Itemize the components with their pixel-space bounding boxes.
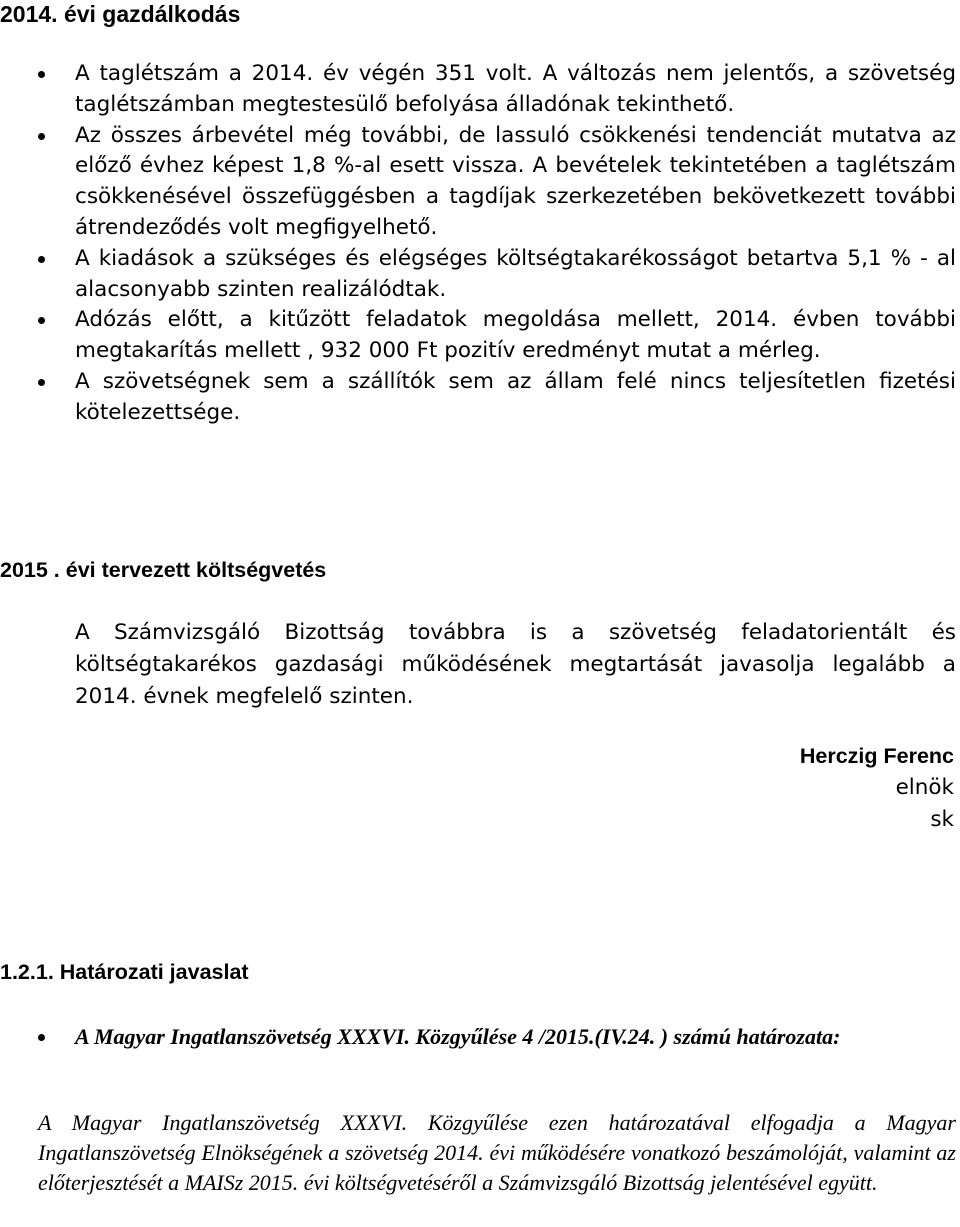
list-item — [0, 59, 956, 121]
section-heading-resolution-proposal: 1.2.1. Határozati javaslat — [0, 960, 249, 984]
bullet-text: A szövetségnek sem a szállítók sem az állam felé nincs teljesítetlen fizetési kötelezettsége. — [75, 368, 956, 425]
list-item — [0, 244, 956, 306]
section-heading-2015-budget: 2015 . évi tervezett költségvetés — [0, 558, 327, 582]
bullet-icon — [38, 379, 45, 386]
signature-title: elnök — [895, 775, 954, 800]
bullet-text: A taglétszám a 2014. év végén 351 volt. A változás nem jelentős, a szövetség taglétszámban megtestesülő befolyása álladónak tekinthető. — [75, 61, 956, 117]
bullet-icon — [38, 1034, 45, 1041]
bullet-text: A kiadások a szükséges és elégséges költségtakarékosságot betartva 5,1 % - al alacsonyabb szinten realizálódtak. — [75, 245, 956, 302]
bullet-text: Adózás előtt, a kitűzött feladatok megoldása mellett, 2014. évben további megtakarítás mellett , 932 000 Ft pozitív eredményt mutat a mérleg. — [75, 307, 956, 364]
signature-mark: sk — [930, 807, 954, 832]
resolution-title — [0, 1022, 956, 1052]
list-item — [0, 367, 956, 429]
section-heading-2014-management: 2014. évi gazdálkodás — [0, 1, 241, 27]
resolution-title-text: A Magyar Ingatlanszövetség XXXVI. Közgyűlése 4 /2015.(IV.24. ) számú határozata: — [75, 1024, 841, 1049]
bullet-text: Az összes árbevétel még további, de lassuló csökkenési tendenciát mutatva az előző évhez képest 1,8 %-al esett vissza. A bevételek tekintetében a taglétszám csökkenésével összefüggésben a tagdíjak szerkezetében bekövetkezett további átrendeződés volt megfigyelhető. — [75, 122, 956, 240]
bullet-icon — [38, 71, 45, 78]
signature-name: Herczig Ferenc — [799, 744, 954, 768]
management-bullet-list — [0, 59, 956, 429]
bullet-icon — [38, 256, 45, 263]
bullet-icon — [38, 133, 45, 140]
budget-paragraph: A Számvizsgáló Bizottság továbbra is a szövetség feladatorientált és költségtakarékos gazdasági működésének megtartását javasolja legalább a 2014. évnek megfelelő szinten. — [75, 620, 956, 709]
list-item — [0, 305, 956, 367]
resolution-body: A Magyar Ingatlanszövetség XXXVI. Közgyűlése ezen határozatával elfogadja a Magyar Ingatlanszövetség Elnökségének a szövetség 2014. évi működésére vonatkozó beszámolóját, valamint az előterjesztését a MAISz 2015. évi költségvetéséről a Számvizsgáló Bizottság jelentésével együtt. — [38, 1110, 956, 1195]
list-item — [0, 121, 956, 244]
bullet-icon — [38, 317, 45, 324]
